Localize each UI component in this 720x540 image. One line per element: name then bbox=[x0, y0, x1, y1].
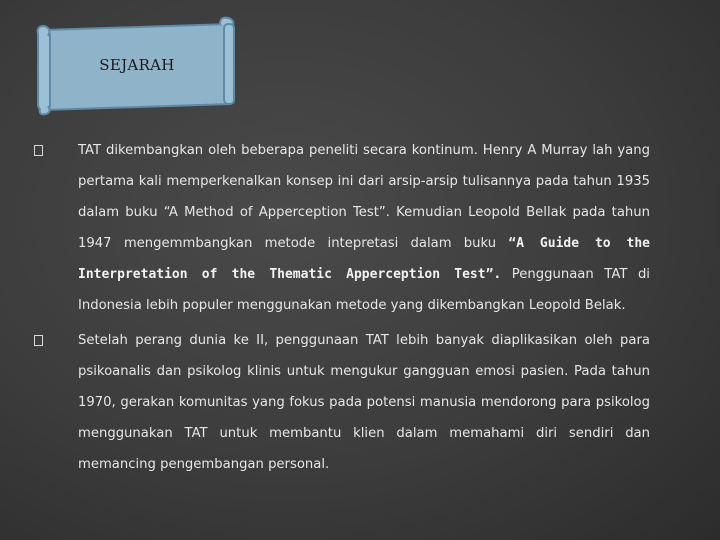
square-bullet-icon bbox=[34, 335, 43, 346]
list-item bbox=[30, 135, 650, 321]
slide-title: SEJARAH bbox=[99, 56, 175, 74]
bullet-list bbox=[30, 135, 650, 484]
book-title-bold: “A Guide to the Interpretation of the Thematic Apperception Test”. bbox=[78, 236, 650, 282]
para-1-text: TAT dikembangkan oleh beberapa peneliti secara kontinum. Henry A Murray lah yang pertama kali memperkenalkan konsep ini dari arsip-arsip tulisannya pada tahun 1935 dalam buku “A Method of Apperception Test”. Kemudian Leopold Bellak pada tahun 1947 mengemmbangkan metode intepretasi dalam buku bbox=[78, 143, 650, 251]
history-paragraph-1 bbox=[78, 135, 650, 321]
history-paragraph-2: Setelah perang dunia ke II, penggunaan TAT lebih banyak diaplikasikan oleh para psikoanalis dan psikolog klinis untuk mengukur gangguan emosi pasien. Pada tahun 1970, gerakan komunitas yang fokus pada potensi manusia mendorong para psikolog menggunakan TAT untuk membantu klien dalam memahami diri sendiri dan memancing pengembangan personal. bbox=[78, 333, 650, 472]
title-scroll-banner bbox=[34, 16, 240, 116]
list-item bbox=[30, 325, 650, 480]
para-1-text-end: Penggunaan TAT di Indonesia lebih populer menggunakan metode yang dikembangkan Leopold Belak. bbox=[78, 267, 650, 313]
square-bullet-icon bbox=[34, 145, 43, 156]
